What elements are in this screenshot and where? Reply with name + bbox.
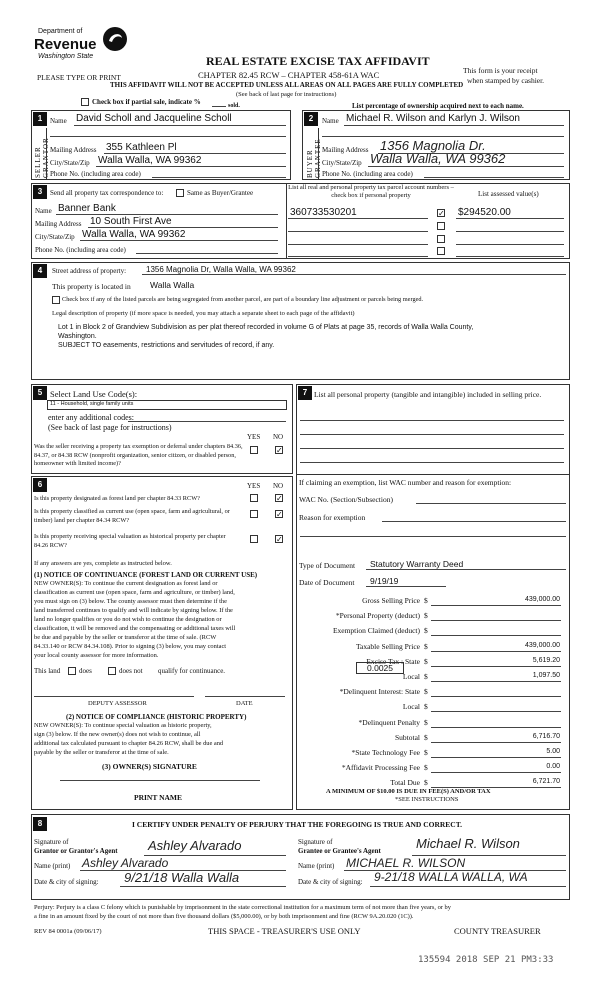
historic-yes-checkbox[interactable] bbox=[250, 535, 258, 543]
this-land-label: This land bbox=[34, 667, 61, 675]
logo-line3: Washington State bbox=[38, 53, 94, 60]
exemption-question: Was the seller receiving a property tax exemption or deferral under chapters 84.36, 84.37, or 84.38 RCW (nonprofit organization, senior citizen, or disabled person, homeowner with limited income)? bbox=[34, 443, 243, 467]
form-chapter: CHAPTER 82.45 RCW – CHAPTER 458-61A WAC bbox=[198, 70, 380, 80]
dor-logo bbox=[34, 28, 130, 68]
tax-row-dollar: $ bbox=[424, 748, 428, 757]
reason-input[interactable] bbox=[382, 521, 566, 522]
if-yes-note: If any answers are yes, complete as instructed below. bbox=[34, 560, 172, 567]
tax-row-line[interactable] bbox=[431, 620, 561, 621]
wac-label: WAC No. (Section/Subsection) bbox=[299, 495, 393, 504]
grantee-signature[interactable]: Michael R. Wilson bbox=[416, 836, 520, 851]
doc-date-label: Date of Document bbox=[299, 578, 355, 587]
tax-row-label: Taxable Selling Price bbox=[355, 641, 420, 651]
land-does-not-checkbox[interactable] bbox=[108, 667, 116, 675]
tax-row-label: Local bbox=[402, 672, 420, 681]
reason-label: Reason for exemption bbox=[299, 513, 366, 522]
grantee-date-city[interactable]: 9-21/18 WALLA WALLA, WA bbox=[374, 870, 528, 884]
legal-desc-2[interactable]: Washington. bbox=[58, 333, 97, 340]
partial-sale-sold: sold. bbox=[228, 103, 240, 109]
current-use-question: Is this property classified as current use (open space, farm and agricultural, or timber) land per chapter 84.34 RCW? bbox=[34, 508, 230, 524]
section-4-number: 4 bbox=[33, 264, 47, 278]
land-does-label: does bbox=[79, 667, 92, 675]
recording-stamp: 135594 2018 SEP 21 PM3:33 bbox=[418, 955, 554, 965]
additional-codes-label: enter any additional codes: bbox=[48, 413, 134, 422]
tax-row-label: *Delinquent Penalty bbox=[358, 717, 420, 727]
historic-question: Is this property receiving special valuation as historical property per chapter 84.26 RCW? bbox=[34, 533, 226, 549]
grantee-agent-label: Grantee or Grantee's Agent bbox=[298, 847, 381, 855]
corr-name[interactable]: Banner Bank bbox=[58, 203, 116, 214]
buyer-side-label: BUYER GRANTEE bbox=[306, 138, 322, 178]
notice1-line: 84.33.140 or RCW 84.34.108). Prior to signing (3) below, you may contact bbox=[34, 643, 227, 650]
buyer-mailing-label: Mailing Address bbox=[322, 146, 369, 154]
certify-statement: I CERTIFY UNDER PENALTY OF PERJURY THAT THE FOREGOING IS TRUE AND CORRECT. bbox=[132, 820, 463, 829]
current-use-no-checkbox[interactable]: ✓ bbox=[276, 510, 283, 519]
notice2-line: NEW OWNER(S): To continue special valuation as historic property, bbox=[34, 722, 212, 729]
wac-input[interactable] bbox=[416, 503, 566, 504]
form-revision: REV 84 0001a (09/06/17) bbox=[34, 928, 102, 935]
tax-row-dollar: $ bbox=[424, 672, 428, 681]
notice1-line: classification as current use (open space, farm and agriculture, or timber) land, bbox=[34, 589, 235, 596]
see-instructions-note: *SEE INSTRUCTIONS bbox=[395, 796, 459, 803]
tax-row-value: 439,000.00 bbox=[524, 641, 560, 649]
assessed-value[interactable]: $294520.00 bbox=[458, 207, 511, 218]
land-use-see-back: (See back of last page for instructions) bbox=[48, 423, 172, 432]
notice1-line: you must sign on (3) below. The county assessor must then determine if the bbox=[34, 598, 227, 605]
buyer-mailing[interactable]: 1356 Magnolia Dr. bbox=[380, 138, 486, 153]
same-as-buyer-label: Same as Buyer/Grantee bbox=[187, 189, 254, 197]
grantee-name[interactable]: MICHAEL R. WILSON bbox=[346, 856, 466, 870]
grantor-signature[interactable]: Ashley Alvarado bbox=[148, 838, 242, 853]
partial-sale-pct-line[interactable] bbox=[212, 106, 226, 107]
exemption-no-checkbox[interactable]: ✓ bbox=[276, 446, 283, 455]
seller-phone-label: Phone No. (including area code) bbox=[50, 170, 141, 178]
tax-row-line[interactable] bbox=[431, 651, 561, 652]
partial-sale-checkbox[interactable] bbox=[81, 98, 89, 106]
buyer-phone-label: Phone No. (including area code) bbox=[322, 170, 413, 178]
tax-row-value: 0.00 bbox=[546, 763, 560, 771]
forest-question: Is this property designated as forest land per chapter 84.33 RCW? bbox=[34, 495, 200, 502]
local-rate: 0.0025 bbox=[367, 663, 393, 673]
current-use-yes-checkbox[interactable] bbox=[250, 510, 258, 518]
qualify-label: qualify for continuance. bbox=[158, 667, 226, 675]
tax-row-label: *Delinquent Interest: State bbox=[339, 687, 420, 697]
notice1-line: classification, it will be removed and the compensating or additional taxes will bbox=[34, 625, 236, 632]
minimum-note: A MINIMUM OF $10.00 IS DUE IN FEE(S) AND/OR TAX bbox=[326, 788, 491, 795]
grantee-name-label: Name (print) bbox=[298, 862, 335, 870]
tax-row-dollar: $ bbox=[424, 778, 428, 788]
section6-no: NO bbox=[273, 482, 284, 490]
land-use-yes: YES bbox=[247, 433, 261, 441]
forest-no-checkbox[interactable]: ✓ bbox=[276, 494, 283, 503]
tax-row-line[interactable] bbox=[431, 757, 561, 758]
tax-row-label: Gross Selling Price bbox=[362, 596, 420, 605]
grantor-name-label: Name (print) bbox=[34, 862, 71, 870]
exemption-intro: If claiming an exemption, list WAC number and reason for exemption: bbox=[299, 478, 512, 487]
tax-row-label: Total Due bbox=[390, 778, 420, 788]
tax-row-dollar: $ bbox=[424, 626, 428, 636]
parcel-personal-checkbox[interactable]: ✓ bbox=[438, 209, 445, 218]
perjury-line-2: a fine in an amount fixed by the court of not more than five thousand dollars ($5,000.00), or by both imprisonment and fine (RCW 9A.20.020 (1C)). bbox=[34, 913, 414, 920]
logo-line2: Revenue bbox=[34, 36, 97, 53]
tax-row-line[interactable] bbox=[431, 742, 561, 743]
tax-row-label: *Personal Property (deduct) bbox=[335, 611, 420, 621]
tax-row-dollar: $ bbox=[424, 702, 428, 712]
print-name-label: PRINT NAME bbox=[134, 793, 182, 802]
land-use-label: Select Land Use Code(s): bbox=[50, 389, 138, 399]
grantor-date-city[interactable]: 9/21/18 Walla Walla bbox=[124, 870, 240, 885]
tax-row-label: Subtotal bbox=[394, 732, 420, 742]
dor-emblem-icon bbox=[102, 26, 128, 52]
tax-row-dollar: $ bbox=[424, 611, 428, 621]
doc-type[interactable]: Statutory Warranty Deed bbox=[370, 559, 464, 569]
notice1-line: NEW OWNER(S): To continue the current designation as forest land or bbox=[34, 580, 218, 587]
tax-row-label: *Affidavit Processing Fee bbox=[341, 763, 420, 773]
seller-name[interactable]: David Scholl and Jacqueline Scholl bbox=[76, 113, 232, 124]
tax-row-value: 5.00 bbox=[546, 748, 560, 755]
assessed-header: List assessed value(s) bbox=[478, 190, 539, 198]
tax-row-line[interactable] bbox=[431, 696, 561, 697]
land-does-checkbox[interactable] bbox=[68, 667, 76, 675]
county-treasurer: COUNTY TREASURER bbox=[454, 926, 541, 936]
seller-city-label: City/State/Zip bbox=[50, 159, 90, 167]
section6-yes: YES bbox=[247, 482, 261, 490]
buyer-name-label: Name bbox=[322, 117, 339, 125]
seller-mailing[interactable]: 355 Kathleen Pl bbox=[106, 142, 177, 153]
land-use-code: 11 - Household, single family units bbox=[50, 401, 134, 407]
tax-row-line[interactable] bbox=[431, 711, 561, 712]
notice2-line: payable by the seller or transferor at the time of sale. bbox=[34, 749, 169, 756]
tax-row-value: 5,619.20 bbox=[532, 656, 560, 664]
grantor-date-label: Date & city of signing: bbox=[34, 878, 99, 886]
seller-mailing-label: Mailing Address bbox=[50, 146, 97, 154]
located-label: This property is located in bbox=[52, 282, 131, 291]
section-2-number: 2 bbox=[304, 112, 318, 126]
parcel-number[interactable]: 360733530201 bbox=[290, 207, 357, 218]
form-warning: THIS AFFIDAVIT WILL NOT BE ACCEPTED UNLESS ALL AREAS ON ALL PAGES ARE FULLY COMPLETED bbox=[110, 81, 464, 89]
section-3-number: 3 bbox=[33, 185, 47, 199]
tax-row-line[interactable] bbox=[431, 772, 561, 773]
notice1-line: be due and payable by the seller or transferor at the time of sale. (RCW bbox=[34, 634, 217, 641]
corr-city[interactable]: Walla Walla, WA 99362 bbox=[82, 229, 186, 240]
tax-row-label: Excise Tax : State bbox=[366, 656, 420, 666]
parcel-4-checkbox[interactable] bbox=[437, 247, 445, 255]
section-5-number: 5 bbox=[33, 386, 47, 400]
tax-row-value: 6,721.70 bbox=[532, 778, 560, 786]
print-note: PLEASE TYPE OR PRINT bbox=[37, 73, 121, 82]
parcel-2-checkbox[interactable] bbox=[437, 222, 445, 230]
tax-row-dollar: $ bbox=[424, 656, 428, 666]
tax-row-value: 1,097.50 bbox=[532, 672, 560, 679]
grantor-agent-label: Grantor or Grantor's Agent bbox=[34, 847, 118, 855]
located-in[interactable]: Walla Walla bbox=[150, 280, 195, 290]
segregated-label: Check box if any of the listed parcels are being segregated from another parcel, are part of a boundary line adjustment or parcels being merged. bbox=[62, 296, 424, 303]
tax-row-value: 6,716.70 bbox=[532, 732, 560, 740]
receipt-note-1: This form is your receipt bbox=[463, 66, 538, 75]
seller-city[interactable]: Walla Walla, WA 99362 bbox=[98, 155, 202, 166]
street-address[interactable]: 1356 Magnolia Dr, Walla Walla, WA 99362 bbox=[146, 265, 296, 274]
tax-row-line[interactable] bbox=[431, 666, 561, 667]
section-6-number: 6 bbox=[33, 478, 47, 492]
notice1-title: (1) NOTICE OF CONTINUANCE (FOREST LAND OR CURRENT USE) bbox=[34, 571, 258, 579]
tax-row-label: Local bbox=[402, 702, 420, 712]
tax-row-line[interactable] bbox=[431, 681, 561, 682]
notice2-line: additional tax calculated pursuant to chapter 84.26 RCW, shall be due and bbox=[34, 740, 224, 747]
tax-row-dollar: $ bbox=[424, 732, 428, 742]
seller-name-label: Name bbox=[50, 117, 67, 125]
notice2-line: sign (3) below. If the new owner(s) does not wish to continue, all bbox=[34, 731, 201, 738]
land-does-not-label: does not bbox=[119, 667, 143, 675]
see-back-note: (See back of last page for instructions) bbox=[236, 91, 337, 98]
additional-codes-input[interactable] bbox=[128, 421, 286, 422]
tax-row-line[interactable] bbox=[431, 605, 561, 606]
tax-row-line[interactable] bbox=[431, 727, 561, 728]
corr-mailing[interactable]: 10 South First Ave bbox=[90, 216, 172, 227]
historic-no-checkbox[interactable]: ✓ bbox=[276, 535, 283, 544]
partial-sale-label: Check box if partial sale, indicate % bbox=[92, 98, 201, 106]
grantee-date-label: Date & city of signing: bbox=[298, 878, 363, 886]
tax-row-label: Exemption Claimed (deduct) bbox=[332, 626, 420, 636]
same-as-buyer-checkbox[interactable] bbox=[176, 189, 184, 197]
exemption-yes-checkbox[interactable] bbox=[250, 446, 258, 454]
ownership-pct-label: List percentage of ownership acquired next to each name. bbox=[352, 102, 524, 110]
doc-date[interactable]: 9/19/19 bbox=[370, 576, 399, 586]
section-8-number: 8 bbox=[33, 817, 47, 831]
owner-signature-line[interactable] bbox=[60, 780, 260, 781]
tax-row-value: 439,000.00 bbox=[524, 596, 560, 603]
legal-desc-3[interactable]: SUBJECT TO easements, restrictions and servitudes of record, if any. bbox=[58, 342, 275, 349]
parcel-header: List all real and personal property tax parcel account numbers – check box if personal property bbox=[288, 184, 454, 199]
forest-yes-checkbox[interactable] bbox=[250, 494, 258, 502]
doc-type-label: Type of Document bbox=[299, 561, 356, 570]
owner-signature-label: (3) OWNER(S) SIGNATURE bbox=[102, 762, 197, 771]
buyer-city-label: City/State/Zip bbox=[322, 159, 362, 167]
notice2-title: (2) NOTICE OF COMPLIANCE (HISTORIC PROPERTY) bbox=[66, 713, 247, 721]
tax-row-line[interactable] bbox=[431, 635, 561, 636]
corr-city-label: City/State/Zip bbox=[35, 233, 75, 241]
land-use-no: NO bbox=[273, 433, 284, 441]
tax-row-dollar: $ bbox=[424, 763, 428, 773]
parcel-3-checkbox[interactable] bbox=[437, 235, 445, 243]
buyer-name[interactable]: Michael R. Wilson and Karlyn J. Wilson bbox=[346, 113, 520, 124]
street-label: Street address of property: bbox=[52, 267, 127, 275]
section-1-number: 1 bbox=[33, 112, 47, 126]
legal-desc-1[interactable]: Lot 1 in Block 2 of Grandview Subdivision as per plat thereof recorded in volume G of Plats at page 35, records of Walla Walla County, bbox=[58, 324, 474, 331]
tax-row-label: *State Technology Fee bbox=[351, 748, 420, 757]
corr-phone-label: Phone No. (including area code) bbox=[35, 246, 126, 254]
logo-line1: Department of bbox=[38, 28, 83, 35]
receipt-note-2: when stamped by cashier. bbox=[467, 76, 545, 85]
notice1-line: land no longer qualifies or you do not wish to continue the designation or bbox=[34, 616, 222, 623]
tax-row-dollar: $ bbox=[424, 596, 428, 605]
seller-side-label: SELLER GRANTOR bbox=[34, 137, 50, 178]
legal-label: Legal description of property (if more space is needed, you may attach a separate sheet to each page of the affidavit) bbox=[52, 310, 355, 317]
corr-intro: Send all property tax correspondence to: bbox=[50, 189, 164, 197]
tax-row-dollar: $ bbox=[424, 641, 428, 651]
notice1-line: land transferred continues to qualify and will indicate by signing below. If the bbox=[34, 607, 233, 614]
personal-property-label: List all personal property (tangible and intangible) included in selling price. bbox=[314, 390, 542, 399]
form-title: REAL ESTATE EXCISE TAX AFFIDAVIT bbox=[206, 54, 430, 68]
segregated-checkbox[interactable] bbox=[52, 296, 60, 304]
buyer-city[interactable]: Walla Walla, WA 99362 bbox=[370, 151, 506, 166]
grantor-name[interactable]: Ashley Alvarado bbox=[82, 856, 169, 870]
deputy-assessor-label: DEPUTY ASSESSOR bbox=[88, 700, 147, 707]
deputy-date-label: DATE bbox=[236, 700, 253, 707]
grantor-sig-label: Signature of bbox=[34, 838, 69, 846]
notice1-line: your local county assessor for more information. bbox=[34, 652, 159, 659]
section-4-property bbox=[31, 262, 570, 380]
corr-name-label: Name bbox=[35, 207, 52, 215]
tax-row-dollar: $ bbox=[424, 687, 428, 697]
tax-row-dollar: $ bbox=[424, 717, 428, 727]
treasurer-space: THIS SPACE - TREASURER'S USE ONLY bbox=[208, 926, 361, 936]
grantee-sig-label: Signature of bbox=[298, 838, 333, 846]
perjury-line-1: Perjury: Perjury is a class C felony which is punishable by imprisonment in the state correctional institution for a maximum term of not more than five years, or by bbox=[34, 904, 451, 911]
section-7-number: 7 bbox=[298, 386, 312, 400]
corr-mailing-label: Mailing Address bbox=[35, 220, 82, 228]
